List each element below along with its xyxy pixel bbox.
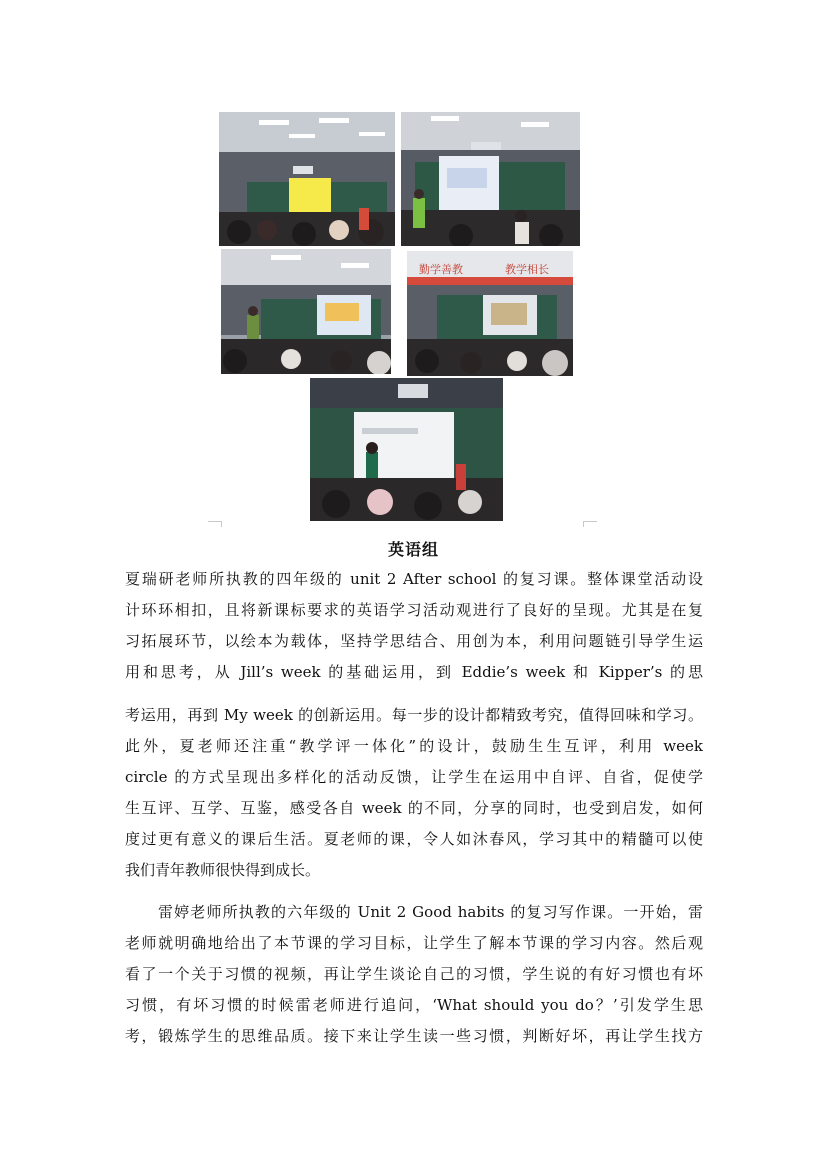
crop-mark-left bbox=[208, 521, 222, 536]
banner-text-left: 勤学善教 bbox=[419, 263, 463, 276]
classroom-photo-1 bbox=[219, 112, 395, 246]
paragraph-line: 看了一个关于习惯的视频，再让学生谈论自己的习惯，学生说的有好习惯也有坏 bbox=[125, 965, 703, 983]
classroom-photo-4 bbox=[407, 251, 573, 376]
crop-mark-right bbox=[583, 521, 597, 536]
paragraph-line: 习惯，有坏习惯的时候雷老师进行追问，‘What should you do？’引发学生思 bbox=[125, 996, 703, 1014]
paragraph-line: 考运用，再到 My week 的创新运用。每一步的设计都精致考究，值得回味和学习。 bbox=[125, 706, 703, 724]
paragraph-line: 习拓展环节，以绘本为载体，坚持学思结合、用创为本，利用问题链引导学生运 bbox=[125, 632, 703, 650]
paragraph-line: 老师就明确地给出了本节课的学习目标，让学生了解本节课的学习内容。然后观 bbox=[125, 934, 703, 952]
classroom-photo-3 bbox=[221, 249, 391, 374]
paragraph-line: 度过更有意义的课后生活。夏老师的课，令人如沐春风，学习其中的精髓可以使 bbox=[125, 830, 703, 848]
paragraph-line: 夏瑞研老师所执教的四年级的 unit 2 After school 的复习课。整体课堂活动设 bbox=[125, 570, 703, 588]
paragraph-line: circle 的方式呈现出多样化的活动反馈，让学生在运用中自评、自省，促使学 bbox=[125, 768, 703, 786]
paragraph-line: 我们青年教师很快得到成长。 bbox=[125, 861, 321, 879]
paragraph-line: 生互评、互学、互鉴，感受各自 week 的不同，分享的同时，也受到启发，如何 bbox=[125, 799, 703, 817]
paragraph-line: 计环环相扣，且将新课标要求的英语学习活动观进行了良好的呈现。尤其是在复 bbox=[125, 601, 703, 619]
classroom-photo-5 bbox=[310, 378, 503, 521]
paragraph-line: 用和思考，从 Jill’s week 的基础运用，到 Eddie’s week 和 Kipper’s 的思 bbox=[125, 663, 703, 681]
section-heading: 英语组 bbox=[387, 540, 439, 559]
paragraph-line: 考，锻炼学生的思维品质。接下来让学生读一些习惯，判断好坏，再让学生找方 bbox=[125, 1027, 703, 1045]
paragraph-line: 雷婷老师所执教的六年级的 Unit 2 Good habits 的复习写作课。一开始，雷 bbox=[158, 903, 703, 921]
classroom-photo-2 bbox=[401, 112, 580, 246]
banner-text-right: 教学相长 bbox=[505, 263, 549, 276]
paragraph-line: 此外，夏老师还注重“教学评一体化”的设计，鼓励生生互评，利用 week bbox=[125, 737, 703, 755]
